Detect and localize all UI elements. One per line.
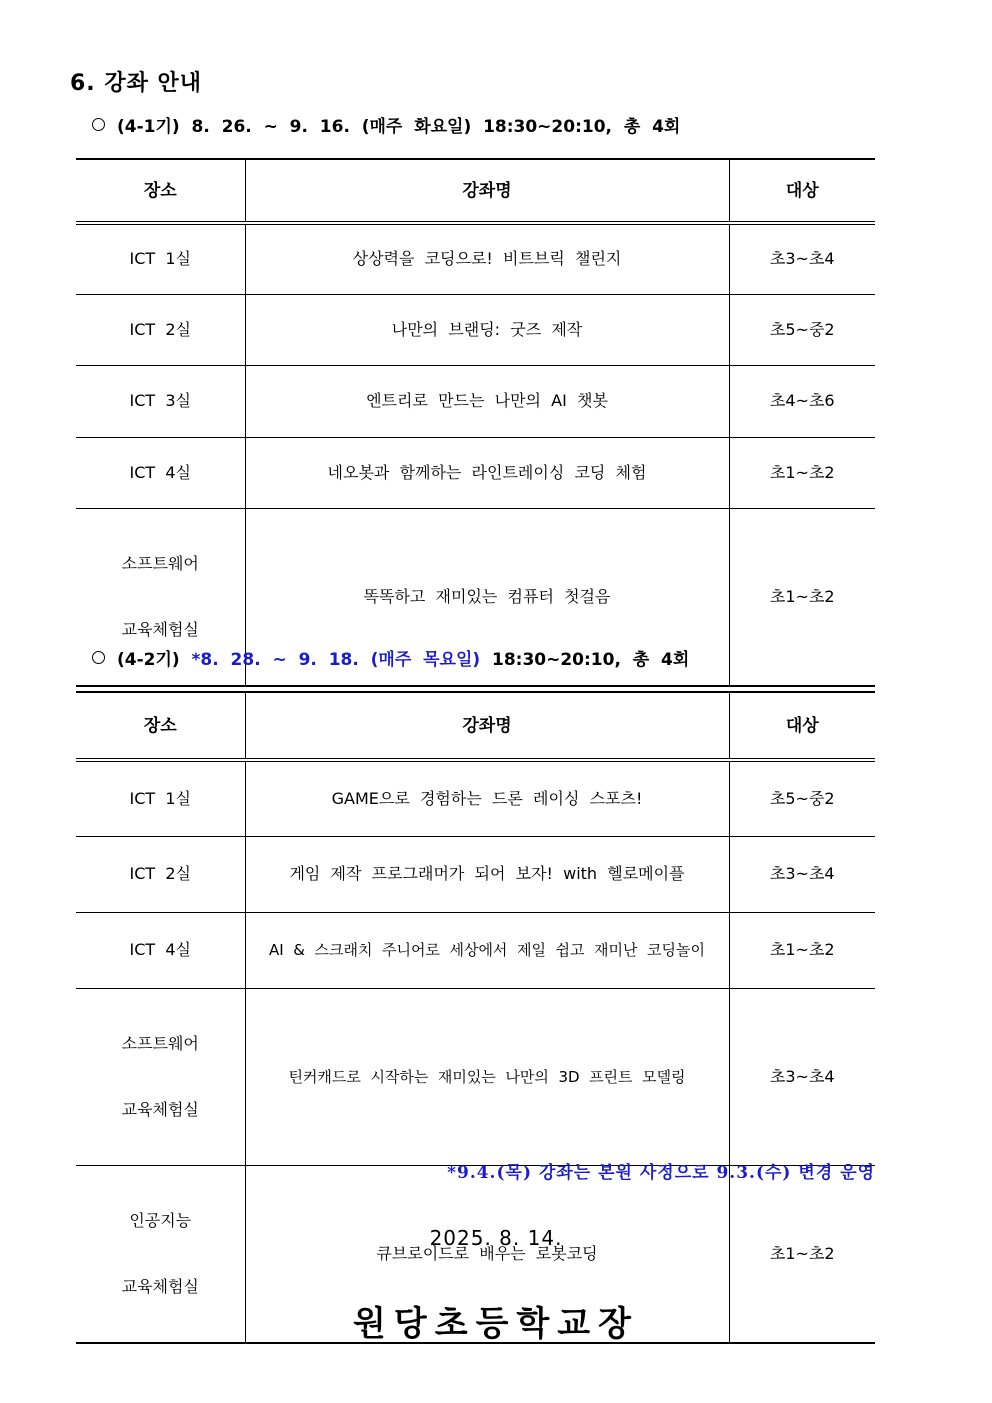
target-cell: 초5~중2 bbox=[729, 294, 875, 365]
table-row bbox=[76, 836, 875, 912]
target-cell: 초1~초2 bbox=[729, 912, 875, 988]
signature: 원당초등학교장 bbox=[353, 1304, 639, 1344]
place-cell: ICT 4실 bbox=[76, 437, 245, 508]
place-cell: ICT 1실 bbox=[76, 760, 245, 836]
header-target: 대상 bbox=[785, 715, 819, 736]
table-row bbox=[76, 223, 875, 294]
table-row bbox=[76, 365, 875, 437]
place-cell bbox=[76, 988, 245, 1165]
course-cell: 엔트리로 만드는 나만의 AI 챗봇 bbox=[245, 365, 729, 437]
target-cell: 초1~초2 bbox=[729, 437, 875, 508]
term2-time: 18:30~20:10, 총 4회 bbox=[491, 650, 690, 670]
target-cell: 초3~초4 bbox=[729, 836, 875, 912]
target-cell: 초3~초4 bbox=[729, 988, 875, 1165]
target-cell: 초1~초2 bbox=[729, 1165, 875, 1343]
place-cell: ICT 2실 bbox=[76, 836, 245, 912]
place-cell: ICT 1실 bbox=[76, 223, 245, 294]
course-cell: GAME으로 경험하는 드론 레이싱 스포츠! bbox=[245, 760, 729, 836]
target-cell: 초3~초4 bbox=[729, 223, 875, 294]
place-cell: ICT 4실 bbox=[76, 912, 245, 988]
header-place: 장소 bbox=[76, 692, 245, 760]
course-cell: 상상력을 코딩으로! 비트브릭 챌린지 bbox=[245, 223, 729, 294]
term2-dates: *8. 28. ~ 9. 18. (매주 목요일) bbox=[191, 650, 481, 670]
place-line: 교육체험실 bbox=[121, 619, 199, 639]
course-cell: 네오봇과 함께하는 라인트레이싱 코딩 체험 bbox=[245, 437, 729, 508]
term1-subtitle bbox=[92, 112, 680, 137]
table-row bbox=[76, 437, 875, 508]
term2-subtitle bbox=[92, 645, 689, 670]
place-cell: ICT 3실 bbox=[76, 365, 245, 437]
table-row bbox=[76, 912, 875, 988]
header-place: 장소 bbox=[76, 159, 245, 223]
table-row bbox=[76, 294, 875, 365]
course-cell: 큐브로이드로 배우는 로봇코딩 bbox=[245, 1165, 729, 1343]
circle-bullet-icon bbox=[92, 118, 105, 131]
table-row bbox=[76, 988, 875, 1165]
place-line: 교육체험실 bbox=[121, 1099, 199, 1119]
target-cell: 초1~초2 bbox=[729, 508, 875, 686]
term1-subtitle-text: (4-1기) 8. 26. ~ 9. 16. (매주 화요일) 18:30~20:10, 총 4회 bbox=[117, 117, 681, 137]
header-course: 강좌명 bbox=[245, 159, 729, 223]
header-course: 강좌명 bbox=[245, 692, 729, 760]
place-line: 교육체험실 bbox=[121, 1276, 199, 1296]
section-title: 6. 강좌 안내 bbox=[70, 71, 202, 96]
target-cell: 초5~중2 bbox=[729, 760, 875, 836]
place-line: 인공지능 bbox=[129, 1210, 192, 1230]
course-cell: 게임 제작 프로그래머가 되어 보자! with 헬로메이플 bbox=[245, 836, 729, 912]
header-target: 대상 bbox=[785, 180, 819, 201]
target-cell: 초4~초6 bbox=[729, 365, 875, 437]
term1-table bbox=[76, 158, 875, 687]
place-line: 소프트웨어 bbox=[121, 1033, 199, 1053]
term2-label: (4-2기) bbox=[117, 650, 180, 670]
schedule-change-note: *9.4.(목) 강좌는 본원 사정으로 9.3.(수) 변경 운영 bbox=[447, 1163, 875, 1183]
course-cell: 똑똑하고 재미있는 컴퓨터 첫걸음 bbox=[245, 508, 729, 686]
course-cell: 나만의 브랜딩: 굿즈 제작 bbox=[245, 294, 729, 365]
course-cell: 틴커캐드로 시작하는 재미있는 나만의 3D 프린트 모델링 bbox=[245, 988, 729, 1165]
document-date: 2025. 8. 14. bbox=[429, 1226, 563, 1250]
table-row bbox=[76, 760, 875, 836]
place-line: 소프트웨어 bbox=[121, 553, 199, 573]
circle-bullet-icon bbox=[92, 651, 105, 664]
place-cell: ICT 2실 bbox=[76, 294, 245, 365]
course-cell: AI & 스크래치 주니어로 세상에서 제일 쉽고 재미난 코딩놀이 bbox=[245, 912, 729, 988]
